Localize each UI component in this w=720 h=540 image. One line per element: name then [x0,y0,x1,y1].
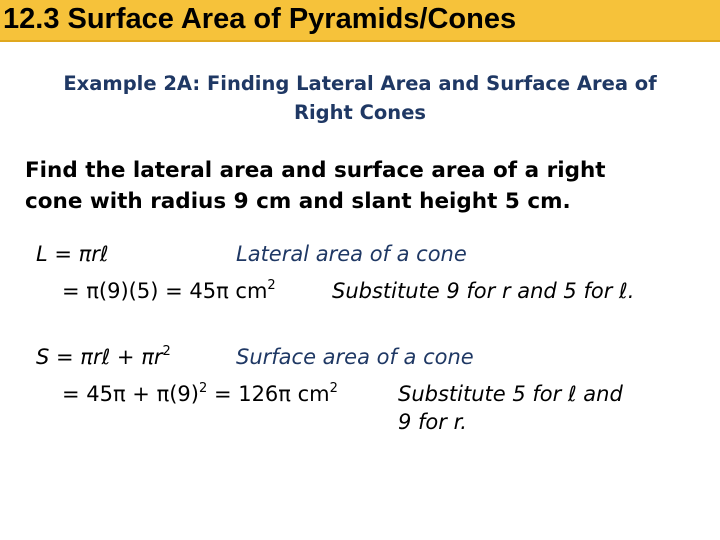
example-heading-line1: Example 2A: Finding Lateral Area and Surface Area of [63,72,657,95]
lateral-area-expression: πrℓ [78,242,109,266]
surface-area-variable: S [36,345,50,369]
lateral-area-unit-exponent: 2 [267,278,276,293]
surface-area-unit-exponent: 2 [329,381,338,396]
lateral-area-formula [36,240,109,268]
surface-area-formula [36,343,171,371]
lateral-area-note: Lateral area of a cone [236,242,467,266]
lateral-area-step-note: Substitute 9 for r and 5 for ℓ. [332,279,635,303]
surface-area-formula-exponent: 2 [162,344,171,359]
surface-area-result: = 126π cm [207,382,330,406]
surface-area-substitution [62,380,338,408]
problem-statement-line2: cone with radius 9 cm and slant height 5 cm. [25,189,571,214]
lateral-area-substitution [62,277,276,305]
slide-title: 12.3 Surface Area of Pyramids/Cones [3,3,517,35]
equals-sign: = [49,345,81,369]
surface-area-note: Surface area of a cone [236,345,474,369]
surface-area-step-a: = 45π + π(9) [62,382,199,406]
example-heading-line2: Right Cones [293,101,427,124]
title-bar [0,0,720,42]
surface-area-step-note-line1: Substitute 5 for ℓ and [398,382,623,406]
problem-statement-line1: Find the lateral area and surface area of a right [25,158,606,183]
lateral-area-result: = π(9)(5) = 45π cm [62,279,268,303]
lateral-area-variable: L [36,242,48,266]
equals-sign: = [47,242,79,266]
surface-area-expression: πrℓ + πr [80,345,163,369]
surface-area-step-a-exponent: 2 [198,381,208,396]
surface-area-step-note-line2: 9 for r. [398,410,467,434]
